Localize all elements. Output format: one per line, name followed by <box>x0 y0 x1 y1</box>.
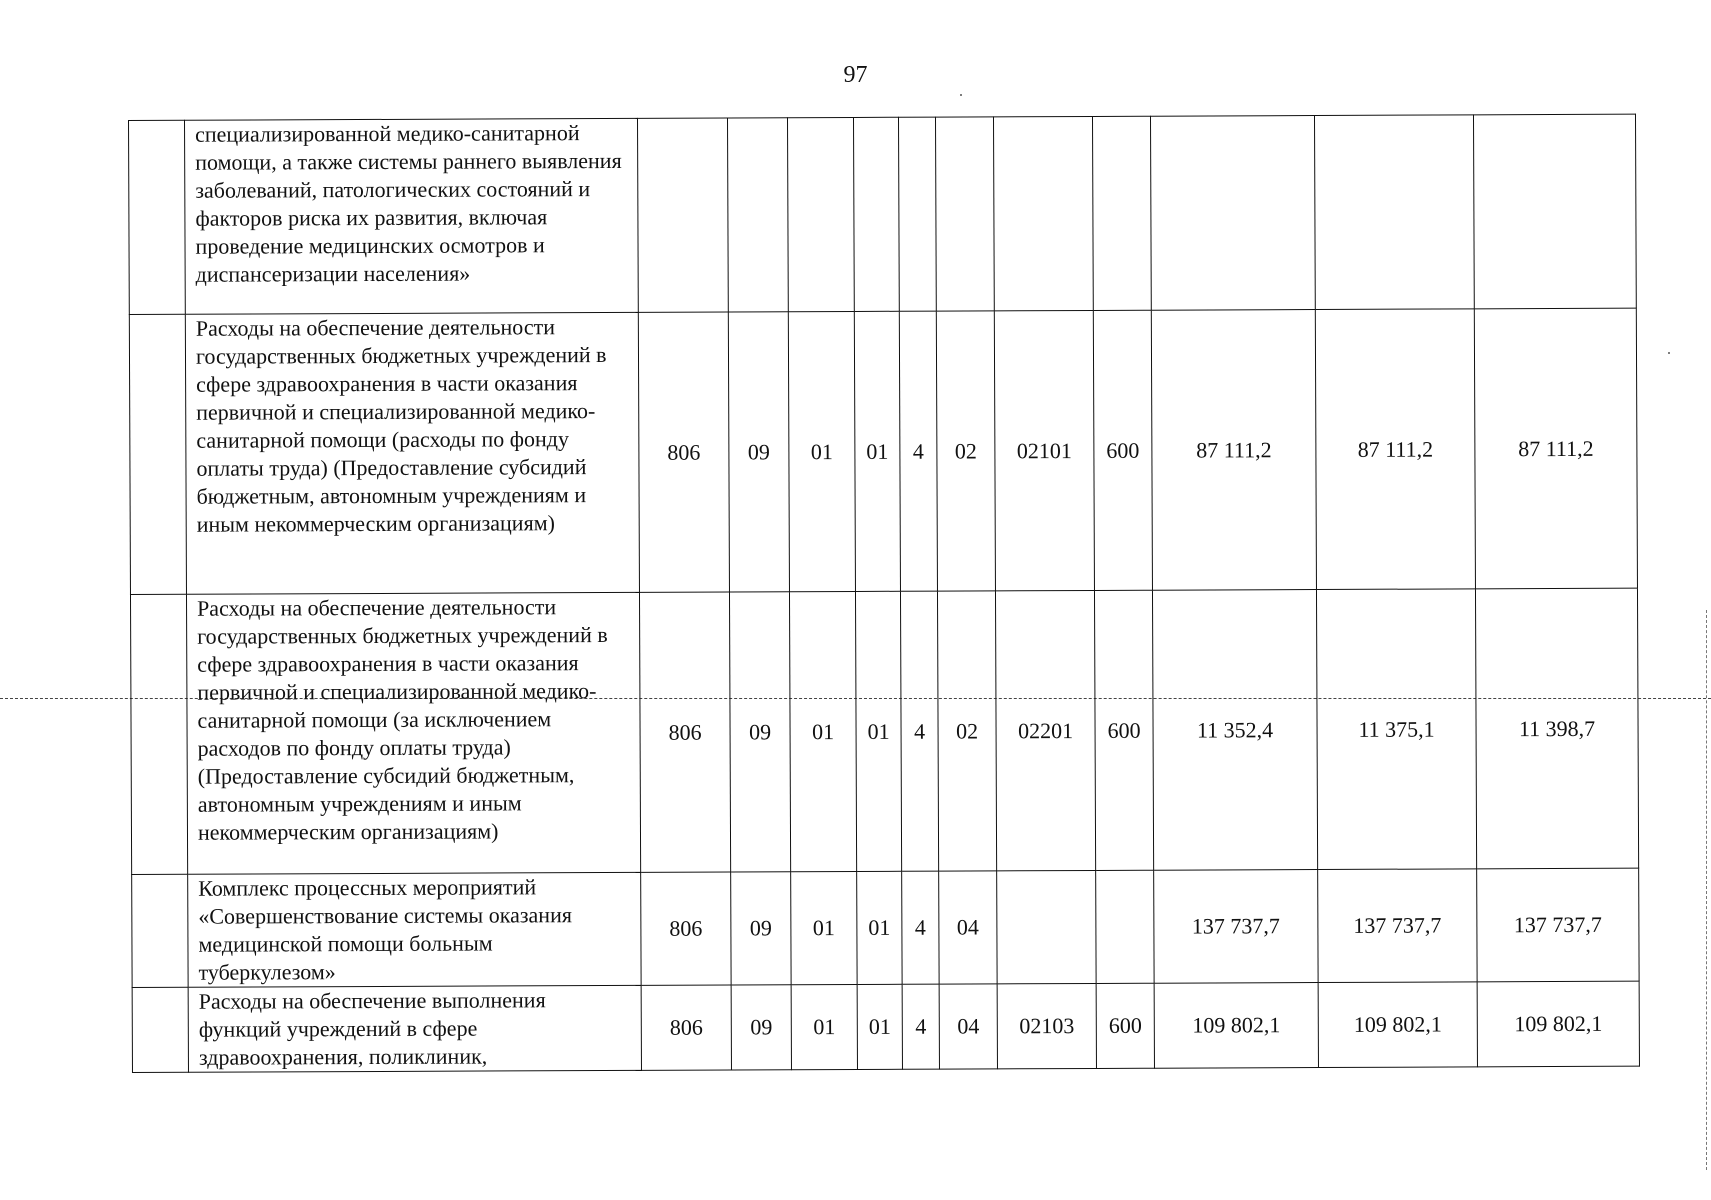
code-cell-direction: 02201 <box>995 590 1095 870</box>
description-cell: Комплекс процессных мероприятий «Совершенствование системы оказания медицинской помощи больным туберкулезом» <box>188 872 641 987</box>
table-row <box>129 114 1637 314</box>
amount-cell-year3: 109 802,1 <box>1477 981 1639 1067</box>
amount-cell-year2: 109 802,1 <box>1318 982 1477 1068</box>
number-cell <box>132 987 188 1072</box>
code-cell-type: 4 <box>900 591 938 871</box>
code-cell-program: 01 <box>855 591 901 871</box>
page-number: 97 <box>843 62 868 88</box>
code-cell-section: 09 <box>729 592 790 872</box>
number-cell <box>129 314 186 594</box>
code-cell-subsection: 01 <box>789 591 856 871</box>
edge-line <box>1706 610 1707 1170</box>
code-cell-direction <box>997 870 1096 983</box>
code-cell-ministry: 806 <box>641 872 731 985</box>
code-cell-expense-type: 600 <box>1094 590 1153 870</box>
amount-cell-year1: 137 737,7 <box>1154 870 1318 984</box>
code-cell-complex: 04 <box>939 871 997 984</box>
code-cell-program <box>853 117 899 311</box>
amount-cell-year1: 11 352,4 <box>1152 590 1317 871</box>
code-cell-expense-type <box>1092 116 1151 310</box>
budget-table <box>128 114 1640 1073</box>
table-row <box>132 981 1639 1072</box>
code-cell-expense-type: 600 <box>1096 983 1154 1068</box>
description-cell: Расходы на обеспечение выполнения функций учреждений в сфере здравоохранения, поликлиник, <box>188 985 641 1072</box>
code-cell-type <box>898 117 936 311</box>
amount-cell-year2 <box>1314 115 1474 310</box>
code-cell-complex <box>935 117 994 311</box>
table-row <box>132 868 1639 987</box>
amount-cell-year2: 11 375,1 <box>1316 589 1476 870</box>
description-cell: специализированной медико-санитарной помощи, а также системы раннего выявления заболеваний, патологических состояний и факторов риска их развития, включая проведение медицинских осмотров и диспансеризации населения» <box>185 118 639 314</box>
code-cell-subsection: 01 <box>791 984 857 1069</box>
code-cell-expense-type <box>1096 870 1154 983</box>
code-cell-subsection: 01 <box>788 311 855 591</box>
code-cell-section: 09 <box>728 312 789 592</box>
code-cell-direction: 02103 <box>997 983 1096 1068</box>
amount-cell-year1: 87 111,2 <box>1151 310 1316 591</box>
amount-cell-year3 <box>1473 114 1636 309</box>
code-cell-complex: 02 <box>936 311 995 591</box>
number-cell <box>132 874 188 987</box>
code-cell-ministry <box>637 118 728 312</box>
number-cell <box>129 120 186 314</box>
table-row <box>129 308 1637 594</box>
description-cell: Расходы на обеспечение деятельности государственных бюджетных учреждений в сфере здравоохранения в части оказания первичной и специализированной медико-санитарной помощи (расходы по фонду оплаты труда) (Предоставление субсидий бюджетным, автономным учреждениям и иным некоммерческим организациям) <box>185 312 639 594</box>
code-cell-type: 4 <box>902 984 939 1069</box>
code-cell-direction <box>993 116 1093 310</box>
amount-cell-year3: 87 111,2 <box>1474 308 1637 589</box>
code-cell-program: 01 <box>857 871 902 984</box>
code-cell-type: 4 <box>902 871 939 984</box>
code-cell-ministry: 806 <box>641 985 731 1070</box>
amount-cell-year1: 109 802,1 <box>1154 983 1318 1069</box>
scan-speck <box>960 94 962 96</box>
code-cell-ministry: 806 <box>638 312 729 592</box>
code-cell-expense-type: 600 <box>1093 310 1152 590</box>
code-cell-complex: 04 <box>939 984 997 1069</box>
scan-speck <box>1668 352 1670 354</box>
code-cell-section: 09 <box>731 872 791 985</box>
amount-cell-year1 <box>1150 116 1315 311</box>
amount-cell-year3: 137 737,7 <box>1477 868 1639 982</box>
code-cell-program: 01 <box>857 984 902 1069</box>
code-cell-program: 01 <box>854 311 900 591</box>
amount-cell-year3: 11 398,7 <box>1475 588 1638 869</box>
code-cell-subsection <box>787 117 854 311</box>
number-cell <box>130 594 187 874</box>
amount-cell-year2: 137 737,7 <box>1318 869 1477 983</box>
table-row <box>130 588 1638 874</box>
code-cell-complex: 02 <box>937 591 996 871</box>
description-cell: Расходы на обеспечение деятельности государственных бюджетных учреждений в сфере здравоохранения в части оказания первичной и специализированной медико-санитарной помощи (за исключением расходов по фонду оплаты труда) (Предоставление субсидий бюджетным, автономным учреждениям и иным некоммерческим организациям) <box>186 592 640 874</box>
code-cell-section: 09 <box>731 985 791 1070</box>
code-cell-direction: 02101 <box>994 310 1094 590</box>
code-cell-section <box>727 118 788 312</box>
code-cell-type: 4 <box>899 311 937 591</box>
amount-cell-year2: 87 111,2 <box>1315 309 1475 590</box>
code-cell-subsection: 01 <box>791 871 857 984</box>
code-cell-ministry: 806 <box>639 592 730 872</box>
